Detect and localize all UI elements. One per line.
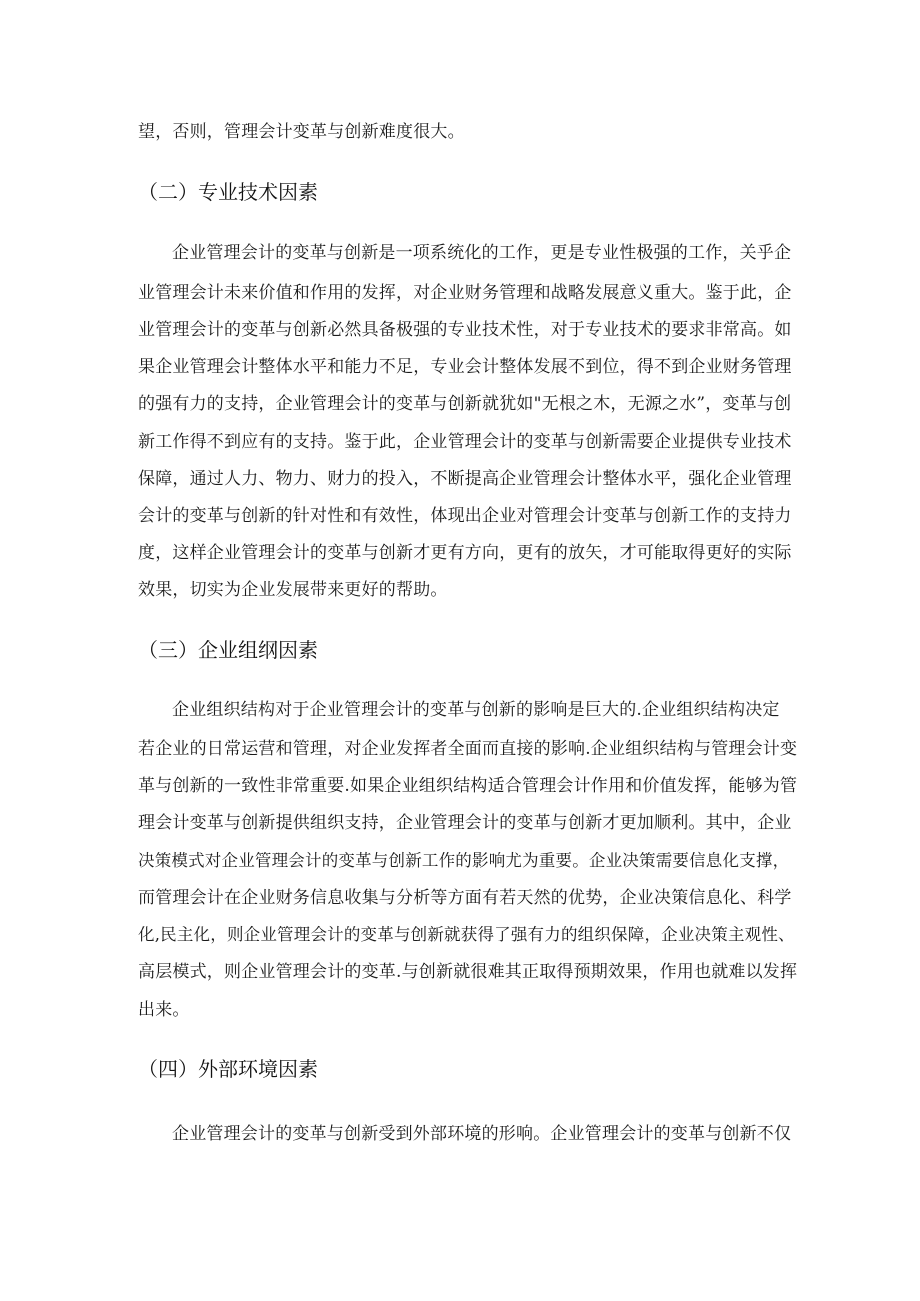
paragraph-line: 理会计变革与创新提供组织支持，企业管理会计的变革与创新才更加顺利。其中，企业	[138, 813, 792, 833]
paragraph-line: 果企业管理会计整体水平和能力不足，专业会计整体发展不到位，得不到企业财务管理	[138, 357, 792, 377]
paragraph-line: 决策模式对企业管理会计的变革与创新工作的影响尤为重要。企业决策需要信息化支撑，	[138, 851, 790, 870]
paragraph-line: 新工作得不到应有的支持。鉴于此，企业管理会计的变革与创新需要企业提供专业技术	[138, 432, 792, 452]
paragraph-line: 企业管理会计的变革与创新是一项系统化的工作，更是专业性极强的工作，关乎企	[172, 243, 792, 263]
paragraph-line: 会计的变革与创新的针对性和有效性，体现出企业对管理会计变革与创新工作的支持力	[138, 506, 792, 526]
paragraph-line: 效果，切实为企业发展带来更好的帮助。	[138, 580, 448, 600]
paragraph-line: 企业组织结构对于企业管理会计的变革与创新的影响是巨大的.企业组织结构决定	[172, 700, 780, 720]
paragraph-line: 出来。	[138, 1000, 190, 1020]
paragraph-line: 的强有力的支持，企业管理会计的变革与创新就犹如"无根之木，无源之水”，变革与创	[138, 394, 792, 414]
paragraph-line: 业管理会计未来价值和作用的发挥，对企业财务管理和战略发展意义重大。鉴于此，企	[138, 283, 792, 303]
paragraph-line: 望，否则，管理会计变革与创新难度很大。	[138, 122, 465, 142]
paragraph-line: 高层模式，则企业管理会计的变革.与创新就很难其正取得预期效果，作用也就难以发挥	[138, 962, 798, 982]
paragraph-line: 业管理会计的变革与创新必然具备极强的专业技术性，对于专业技术的要求非常高。如	[138, 320, 792, 340]
section-heading-enterprise-organization: （三）企业组纲因素	[138, 638, 318, 662]
paragraph-line: 保障，通过人力、物力、财力的投入，不断提高企业管理会计整体水平，强化企业管理	[138, 469, 792, 489]
section-heading-external-environment: （四）外部环境因素	[138, 1057, 318, 1081]
paragraph-line: 而管理会计在企业财务信息收集与分析等方面有若天然的优势，企业决策信息化、科学	[138, 888, 792, 908]
paragraph-line: 企业管理会计的变革与创新受到外部环境的形响。企业管理会计的变革与创新不仅	[172, 1124, 792, 1144]
paragraph-line: 革与创新的一致性非常重要.如果企业组织结构适合管理会计作用和价值发挥，能够为管	[138, 776, 798, 796]
paragraph-line: 若企业的日常运营和管理，对企业发挥者全面而直接的影响.企业组织结构与管理会计变	[138, 739, 798, 759]
paragraph-line: 度，这样企业管理会计的变革与创新才更有方向，更有的放矢，才可能取得更好的实际	[138, 543, 792, 563]
paragraph-line: 化,民主化，则企业管理会计的变革与创新就获得了强有力的组织保障，企业决策主观性、	[138, 925, 795, 944]
section-heading-professional-technology: （二）专业技术因素	[138, 180, 318, 204]
